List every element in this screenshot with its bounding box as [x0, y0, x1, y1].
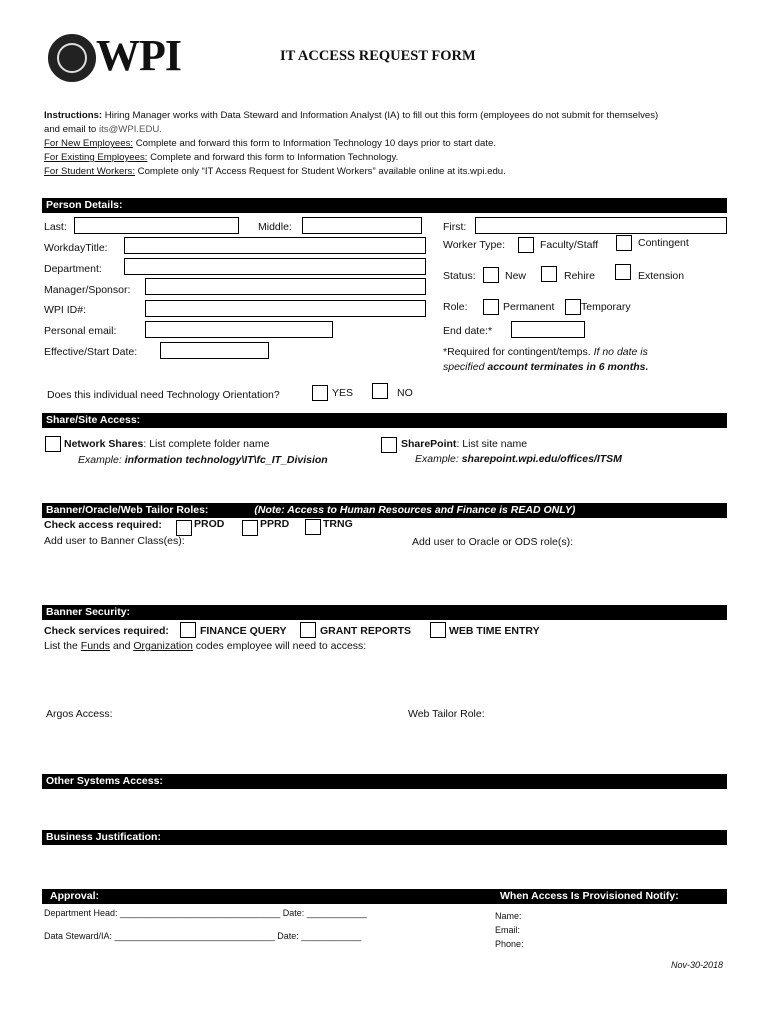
instructions-student-workers: For Student Workers: Complete only “IT Access Request for Student Workers” available online at its.wpi.edu.: [44, 166, 506, 177]
prod-label: PROD: [194, 518, 225, 530]
worker-type-label: Worker Type:: [443, 239, 506, 251]
web-tailor-role-label: Web Tailor Role:: [408, 708, 485, 720]
web-time-entry-checkbox[interactable]: [430, 622, 446, 638]
status-new-label: New: [505, 270, 527, 282]
middle-label: Middle:: [258, 221, 292, 233]
grant-reports-label: GRANT REPORTS: [320, 625, 412, 637]
orientation-yes-checkbox[interactable]: [312, 385, 328, 401]
end-date-label: End date:*: [443, 325, 493, 337]
last-label: Last:: [44, 221, 67, 233]
middle-name-field[interactable]: [302, 217, 422, 234]
faculty-staff-label: Faculty/Staff: [540, 239, 599, 251]
finance-query-checkbox[interactable]: [180, 622, 196, 638]
funds-org-instruction: List the Funds and Organization codes employee will need to access:: [44, 640, 367, 652]
section-approval: Approval: When Access Is Provisioned Notify:: [42, 889, 727, 904]
finance-query-label: FINANCE QUERY: [200, 625, 287, 637]
status-rehire-checkbox[interactable]: [541, 266, 557, 282]
network-shares-checkbox[interactable]: [45, 436, 61, 452]
its-email-link[interactable]: its@WPI.EDU.: [98, 124, 162, 135]
workday-title-label: WorkdayTitle:: [44, 242, 108, 254]
wpi-id-field[interactable]: [145, 300, 426, 317]
oracle-roles-label: Add user to Oracle or ODS role(s):: [412, 536, 574, 548]
status-extension-label: Extension: [638, 270, 685, 282]
notify-email-label: Email:: [495, 925, 521, 935]
start-date-label: Effective/Start Date:: [44, 346, 138, 358]
last-name-field[interactable]: [74, 217, 239, 234]
orientation-no-checkbox[interactable]: [372, 383, 388, 399]
trng-checkbox[interactable]: [305, 519, 321, 535]
required-note-line-1: *Required for contingent/temps. If no date is: [443, 346, 648, 358]
department-field[interactable]: [124, 258, 426, 275]
trng-label: TRNG: [323, 518, 353, 530]
section-other-systems: Other Systems Access:: [42, 774, 727, 789]
section-share-site-access: Share/Site Access:: [42, 413, 727, 428]
argos-access-label: Argos Access:: [46, 708, 113, 720]
instructions-existing-employees: For Existing Employees: Complete and forward this form to Information Technology.: [44, 152, 399, 163]
page-title: IT ACCESS REQUEST FORM: [280, 48, 476, 64]
first-label: First:: [443, 221, 467, 233]
grant-reports-checkbox[interactable]: [300, 622, 316, 638]
sharepoint-checkbox[interactable]: [381, 437, 397, 453]
sharepoint-label: SharePoint: List site name: [401, 438, 528, 450]
notify-heading: When Access Is Provisioned Notify:: [500, 890, 679, 902]
orientation-yes-label: YES: [332, 387, 354, 399]
wpi-id-label: WPI ID#:: [44, 304, 87, 316]
role-temporary-checkbox[interactable]: [565, 299, 581, 315]
notify-name-label: Name:: [495, 911, 522, 921]
status-label: Status:: [443, 270, 476, 282]
manager-label: Manager/Sponsor:: [44, 284, 131, 296]
status-extension-checkbox[interactable]: [615, 264, 631, 280]
orientation-no-label: NO: [397, 387, 413, 399]
banner-class-label: Add user to Banner Class(es):: [44, 535, 185, 547]
contingent-label: Contingent: [638, 237, 689, 249]
contingent-checkbox[interactable]: [616, 235, 632, 251]
network-shares-example: Example: information technology\IT\fc_IT_Division: [78, 454, 328, 466]
personal-email-field[interactable]: [145, 321, 333, 338]
department-label: Department:: [44, 263, 102, 275]
form-revision-date: Nov-30-2018: [671, 960, 724, 970]
required-note-line-2: specified account terminates in 6 months.: [443, 361, 649, 373]
status-new-checkbox[interactable]: [483, 267, 499, 283]
sharepoint-example: Example: sharepoint.wpi.edu/offices/ITSM: [415, 453, 622, 465]
end-date-field[interactable]: [511, 321, 585, 338]
personal-email-label: Personal email:: [44, 325, 117, 337]
orientation-question: Does this individual need Technology Orientation?: [47, 389, 280, 401]
wpi-logo: WPI: [96, 31, 181, 80]
role-label: Role:: [443, 301, 468, 313]
prod-checkbox[interactable]: [176, 520, 192, 536]
instructions-line-2: and email to its@WPI.EDU.: [44, 124, 162, 135]
department-head-line: Department Head: ________________________________ Date: ____________: [44, 908, 367, 918]
workday-title-field[interactable]: [124, 237, 426, 254]
data-steward-line: Data Steward/IA: ________________________________ Date: ____________: [44, 931, 362, 941]
role-permanent-label: Permanent: [503, 301, 555, 313]
section-banner-security: Banner Security:: [42, 605, 727, 620]
faculty-staff-checkbox[interactable]: [518, 237, 534, 253]
web-time-entry-label: WEB TIME ENTRY: [449, 625, 540, 637]
section-business-justification: Business Justification:: [42, 830, 727, 845]
instructions-new-employees: For New Employees: Complete and forward this form to Information Technology 10 days prior to start date.: [44, 138, 497, 149]
wpi-seal-icon: [48, 34, 96, 82]
check-access-label: Check access required:: [44, 519, 162, 531]
status-rehire-label: Rehire: [564, 270, 595, 282]
start-date-field[interactable]: [160, 342, 269, 359]
pprd-label: PPRD: [260, 518, 290, 530]
role-permanent-checkbox[interactable]: [483, 299, 499, 315]
section-banner-roles: Banner/Oracle/Web Tailor Roles: (Note: Access to Human Resources and Finance is READ ONLY): [42, 503, 727, 518]
network-shares-label: Network Shares: List complete folder name: [64, 438, 270, 450]
check-services-label: Check services required:: [44, 625, 169, 637]
notify-phone-label: Phone:: [495, 939, 524, 949]
section-person-details: Person Details:: [42, 198, 727, 213]
instructions-line-1: Instructions: Hiring Manager works with Data Steward and Information Analyst (IA) to fill out this form (employees do not submit for themselves): [44, 110, 659, 121]
role-temporary-label: Temporary: [581, 301, 631, 313]
pprd-checkbox[interactable]: [242, 520, 258, 536]
first-name-field[interactable]: [475, 217, 727, 234]
manager-field[interactable]: [145, 278, 426, 295]
